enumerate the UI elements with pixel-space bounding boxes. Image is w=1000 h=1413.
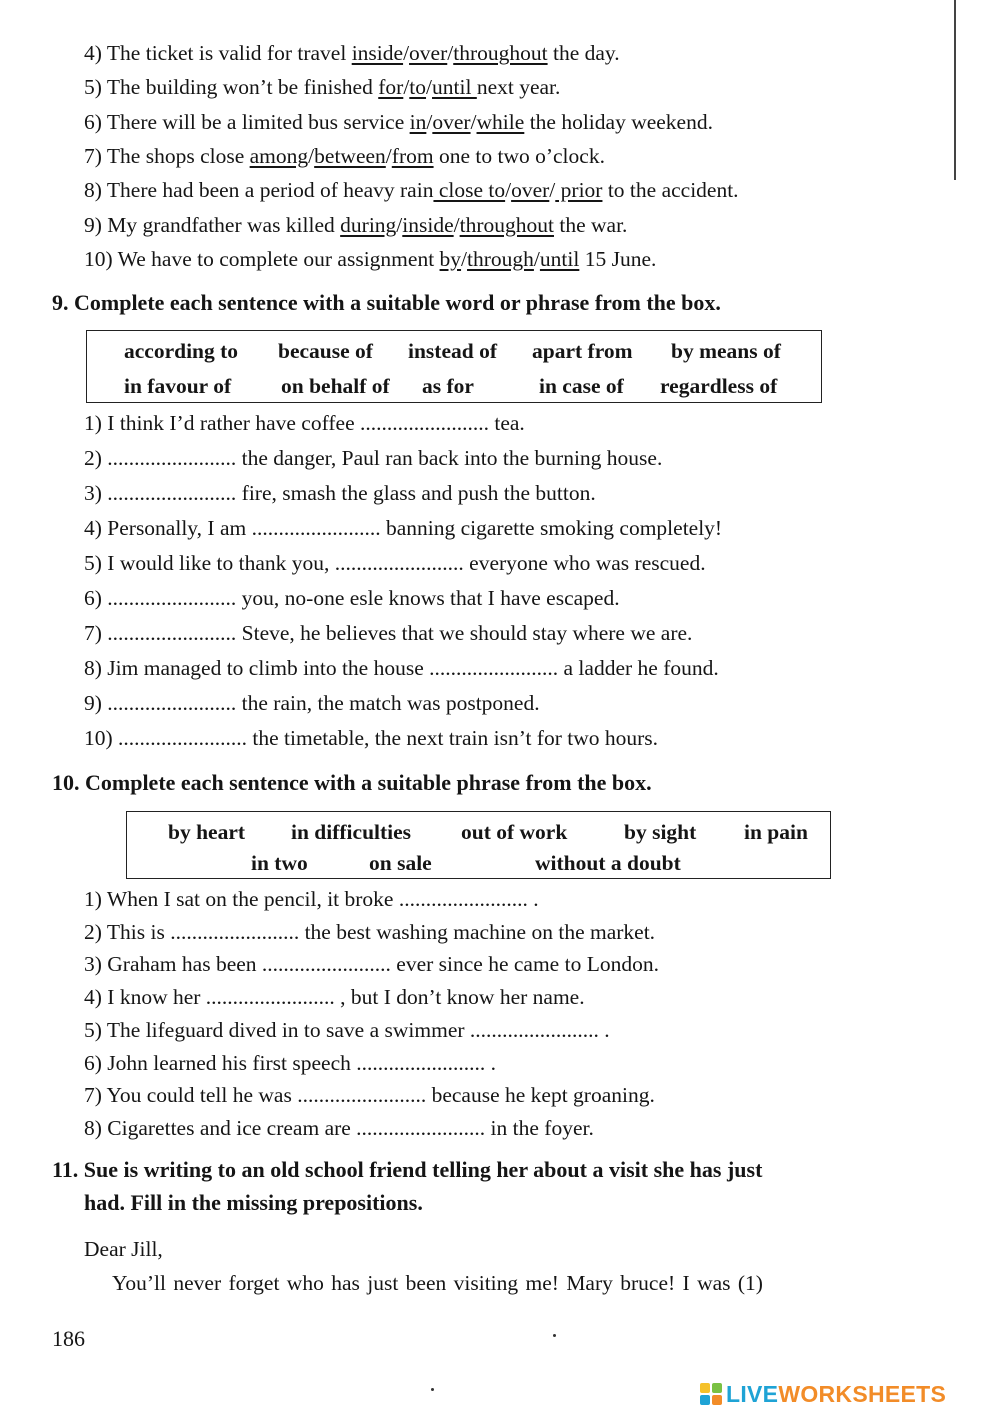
exercise-item: 7) You could tell he was ........................ because he kept groaning.	[84, 1083, 655, 1108]
logo-square	[712, 1383, 722, 1393]
exercise-item: 7) ........................ Steve, he believes that we should stay where we are.	[84, 620, 693, 645]
box-word: instead of	[408, 339, 497, 363]
letter-body-line: You’ll never forget who has just been visiting me! Mary bruce! I was (1)	[112, 1271, 763, 1295]
answer-option[interactable]: among	[249, 143, 309, 168]
exercise-item: 6) ........................ you, no-one esle knows that I have escaped.	[84, 585, 620, 610]
item-text: the day.	[547, 41, 620, 65]
answer-option[interactable]: during	[340, 212, 397, 237]
item-number: 10)	[84, 246, 113, 271]
letter-salutation: Dear Jill,	[84, 1237, 163, 1261]
prev-exercise-item: 6) There will be a limited bus service in/over/while the holiday weekend.	[84, 109, 713, 134]
box-word: on behalf of	[281, 374, 390, 398]
answer-option[interactable]: until	[432, 75, 477, 100]
liveworksheets-logo-icon	[700, 1383, 722, 1405]
box-word: as for	[422, 374, 474, 398]
exercise-item: 1) I think I’d rather have coffee ........................ tea.	[84, 411, 525, 435]
exercise-10-phrase-box	[126, 811, 831, 879]
answer-option[interactable]: while	[476, 109, 525, 134]
exercise-item: 3) Graham has been ........................ ever since he came to London.	[84, 952, 659, 977]
exercise-item: 2) This is ........................ the best washing machine on the market.	[84, 919, 656, 944]
exercise-item: 1) When I sat on the pencil, it broke ........................ .	[84, 887, 539, 911]
logo-square	[712, 1395, 722, 1405]
item-text: to the accident.	[602, 178, 739, 203]
box-word: in case of	[539, 374, 624, 398]
answer-option[interactable]: for	[378, 75, 404, 100]
exercise-11-heading-line1: 11. Sue is writing to an old school friend telling her about a visit she has just	[52, 1157, 763, 1182]
item-number: 4)	[84, 41, 102, 65]
brand-text-live: LIVE	[726, 1380, 779, 1407]
page-edge-mark	[954, 0, 956, 180]
speck	[431, 1388, 434, 1391]
item-number: 7)	[84, 143, 102, 168]
exercise-item: 5) I would like to thank you, ........................ everyone who was rescued.	[84, 550, 706, 575]
answer-option[interactable]: in	[409, 109, 427, 134]
answer-option[interactable]: inside	[402, 212, 454, 237]
box-phrase: on sale	[369, 851, 432, 875]
box-word: because of	[278, 339, 373, 363]
item-text: the holiday weekend.	[524, 109, 713, 134]
box-phrase: without a doubt	[535, 851, 681, 875]
box-word: apart from	[532, 339, 633, 363]
answer-option[interactable]: by	[439, 246, 462, 271]
item-text: My grandfather was killed	[107, 212, 341, 237]
item-text: The ticket is valid for travel	[106, 41, 352, 65]
page-number: 186	[52, 1326, 85, 1351]
exercise-item: 3) ........................ fire, smash the glass and push the button.	[84, 480, 596, 505]
answer-option[interactable]: through	[467, 246, 534, 271]
exercise-item: 2) ........................ the danger, Paul ran back into the burning house.	[84, 445, 663, 470]
item-number: 8)	[84, 178, 102, 203]
prev-exercise-item: 9) My grandfather was killed during/inside/throughout the war.	[84, 212, 628, 237]
speck	[553, 1334, 556, 1337]
item-text: There will be a limited bus service	[106, 109, 410, 134]
exercise-item: 4) Personally, I am ........................ banning cigarette smoking completely!	[84, 515, 723, 540]
item-number: 5)	[84, 75, 102, 100]
prev-exercise-item: 10) We have to complete our assignment by/through/until 15 June.	[84, 246, 657, 271]
item-text: one to two o’clock.	[433, 143, 605, 168]
exercise-item: 4) I know her ........................ , but I don’t know her name.	[84, 985, 585, 1010]
item-text: next year.	[476, 75, 561, 100]
box-word: in favour of	[124, 374, 232, 398]
exercise-item: 6) John learned his first speech ........................ .	[84, 1050, 497, 1075]
item-text: We have to complete our assignment	[117, 246, 440, 271]
answer-option[interactable]: inside	[351, 41, 404, 65]
answer-option[interactable]: throughout	[459, 212, 554, 237]
exercise-item: 10) ........................ the timetable, the next train isn’t for two hours.	[84, 725, 659, 750]
box-phrase: by heart	[168, 820, 246, 844]
answer-option[interactable]: until	[539, 246, 580, 271]
exercise-10-heading: 10. Complete each sentence with a suitable phrase from the box.	[52, 770, 652, 795]
answer-option[interactable]: close to	[433, 178, 506, 203]
prev-exercise-item: 7) The shops close among/between/from one to two o’clock.	[84, 143, 605, 168]
liveworksheets-logo	[700, 1382, 946, 1406]
exercise-item: 8) Cigarettes and ice cream are ........................ in the foyer.	[84, 1115, 594, 1140]
item-text: The shops close	[106, 143, 250, 168]
answer-option[interactable]: over	[432, 109, 471, 134]
prev-exercise-item: 5) The building won’t be finished for/to/until next year.	[84, 75, 561, 100]
box-phrase: in two	[251, 851, 308, 875]
item-number: 6)	[84, 109, 102, 134]
box-phrase: in difficulties	[291, 820, 412, 844]
brand-text-worksheets: WORKSHEETS	[778, 1380, 947, 1407]
prev-exercise-item: 8) There had been a period of heavy rain close to/over/ prior to the accident.	[84, 178, 739, 203]
box-word: according to	[124, 339, 239, 363]
answer-option[interactable]: from	[391, 143, 434, 168]
answer-option[interactable]: to	[409, 75, 427, 100]
logo-square	[700, 1383, 710, 1393]
answer-option[interactable]: between	[314, 143, 386, 168]
answer-option[interactable]: throughout	[453, 41, 548, 65]
box-phrase: out of work	[461, 820, 568, 844]
box-word: regardless of	[660, 374, 778, 398]
box-phrase: by sight	[624, 820, 697, 844]
exercise-item: 9) ........................ the rain, the match was postponed.	[84, 690, 540, 715]
box-word: by means of	[671, 339, 781, 363]
item-number: 9)	[84, 212, 102, 237]
box-phrase: in pain	[744, 820, 808, 844]
answer-option[interactable]: prior	[555, 178, 603, 203]
exercise-item: 5) The lifeguard dived in to save a swimmer ........................ .	[84, 1017, 610, 1042]
item-text: There had been a period of heavy rain	[106, 178, 434, 203]
answer-option[interactable]: over	[409, 41, 448, 65]
item-text: The building won’t be finished	[106, 75, 379, 100]
answer-option[interactable]: over	[511, 178, 550, 203]
item-text: 15 June.	[579, 246, 657, 271]
item-text: the war.	[553, 212, 628, 237]
exercise-item: 8) Jim managed to climb into the house ........................ a ladder he found.	[84, 655, 719, 680]
exercise-9-heading: 9. Complete each sentence with a suitable word or phrase from the box.	[52, 290, 721, 315]
exercise-9-word-box	[86, 330, 822, 403]
logo-square	[700, 1395, 710, 1405]
prev-exercise-item: 4) The ticket is valid for travel inside/over/throughout the day.	[84, 41, 620, 65]
exercise-11-heading-line2: had. Fill in the missing prepositions.	[84, 1190, 423, 1215]
